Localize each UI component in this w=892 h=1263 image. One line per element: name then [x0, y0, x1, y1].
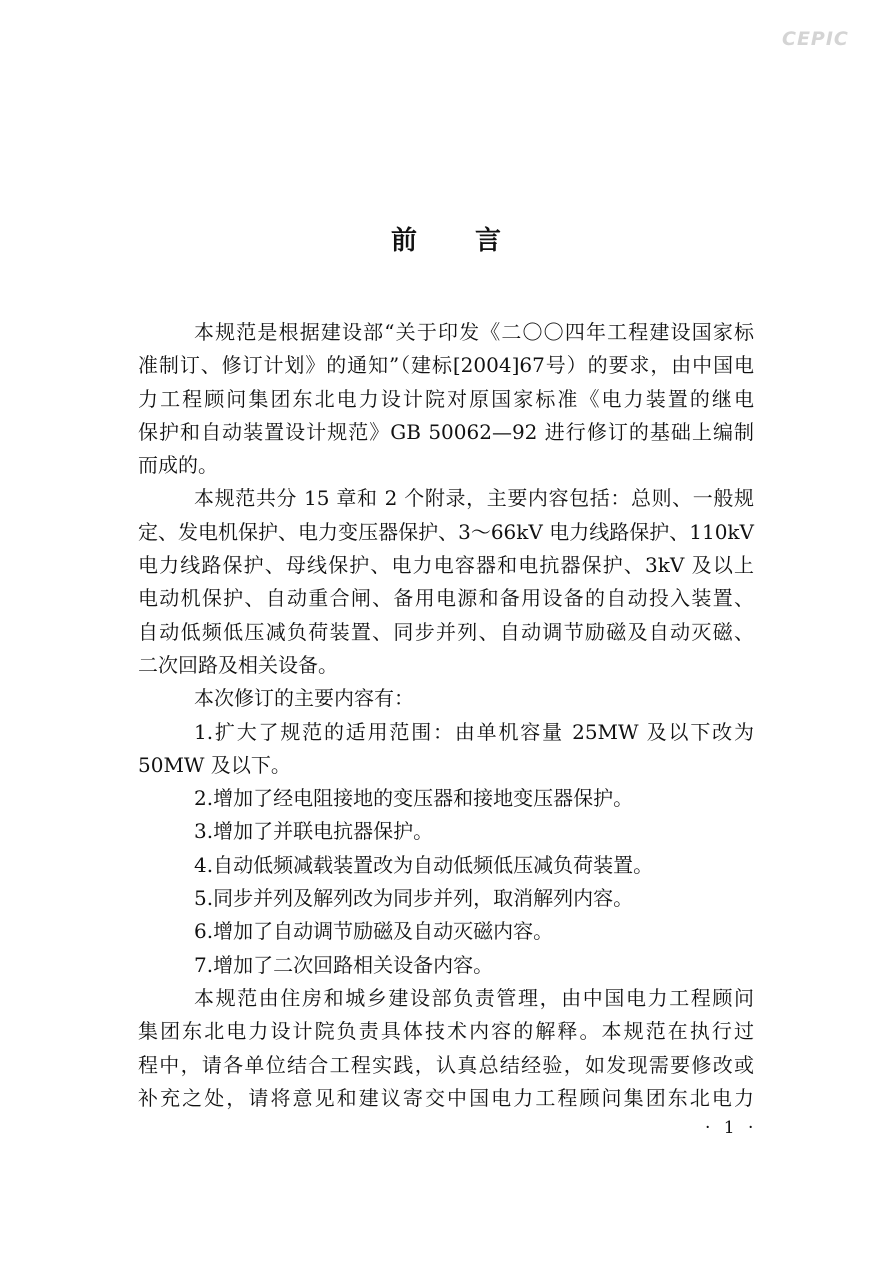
title-part-1: 前 [390, 226, 417, 256]
text-line: 准制订、修订计划》的通知”（建标[2004]67号）的要求，由中国电 [138, 353, 754, 378]
text-line: 本规范是根据建设部“关于印发《二〇〇四年工程建设国家标 [194, 320, 754, 344]
text-line: 本次修订的主要内容有： [194, 686, 414, 711]
text-line: 电力线路保护、母线保护、电力电容器和电抗器保护、3kV 及以上 [138, 553, 754, 578]
title-part-2: 言 [475, 226, 502, 256]
list-item: 3.增加了并联电抗器保护。 [194, 819, 434, 844]
text-line: 电动机保护、自动重合闸、备用电源和备用设备的自动投入装置、 [138, 586, 754, 611]
text-line: 本规范共分 15 章和 2 个附录，主要内容包括：总则、一般规 [194, 486, 754, 511]
list-item: 6.增加了自动调节励磁及自动灭磁内容。 [194, 919, 554, 944]
list-item: 1.扩大了规范的适用范围：由单机容量 25MW 及以下改为 [194, 719, 754, 744]
page-title [0, 220, 892, 257]
cepic-logo: CEPIC [782, 28, 849, 50]
text-line: 本规范由住房和城乡建设部负责管理，由中国电力工程顾问 [194, 985, 754, 1010]
text-line: 50MW 及以下。 [138, 752, 291, 777]
list-item: 5.同步并列及解列改为同步并列，取消解列内容。 [194, 886, 634, 911]
text-line: 程中，请各单位结合工程实践，认真总结经验，如发现需要修改或 [138, 1052, 754, 1077]
text-line: 集团东北电力设计院负责具体技术内容的解释。本规范在执行过 [138, 1019, 754, 1044]
list-item: 7.增加了二次回路相关设备内容。 [194, 952, 494, 977]
text-line: 定、发电机保护、电力变压器保护、3～66kV 电力线路保护、110kV [138, 519, 754, 544]
page-number: · 1 · [705, 1118, 758, 1138]
text-line: 二次回路及相关设备。 [138, 652, 338, 677]
list-item: 2.增加了经电阻接地的变压器和接地变压器保护。 [194, 786, 634, 811]
text-line: 保护和自动装置设计规范》GB 50062—92 进行修订的基础上编制 [138, 419, 754, 444]
text-line: 补充之处，请将意见和建议寄交中国电力工程顾问集团东北电力 [138, 1085, 754, 1110]
text-line: 力工程顾问集团东北电力设计院对原国家标准《电力装置的继电 [138, 386, 754, 411]
preface-body [138, 316, 754, 1115]
text-line: 而成的。 [138, 453, 218, 478]
text-line: 自动低频低压减负荷装置、同步并列、自动调节励磁及自动灭磁、 [138, 619, 754, 644]
list-item: 4.自动低频减载装置改为自动低频低压减负荷装置。 [194, 852, 654, 877]
